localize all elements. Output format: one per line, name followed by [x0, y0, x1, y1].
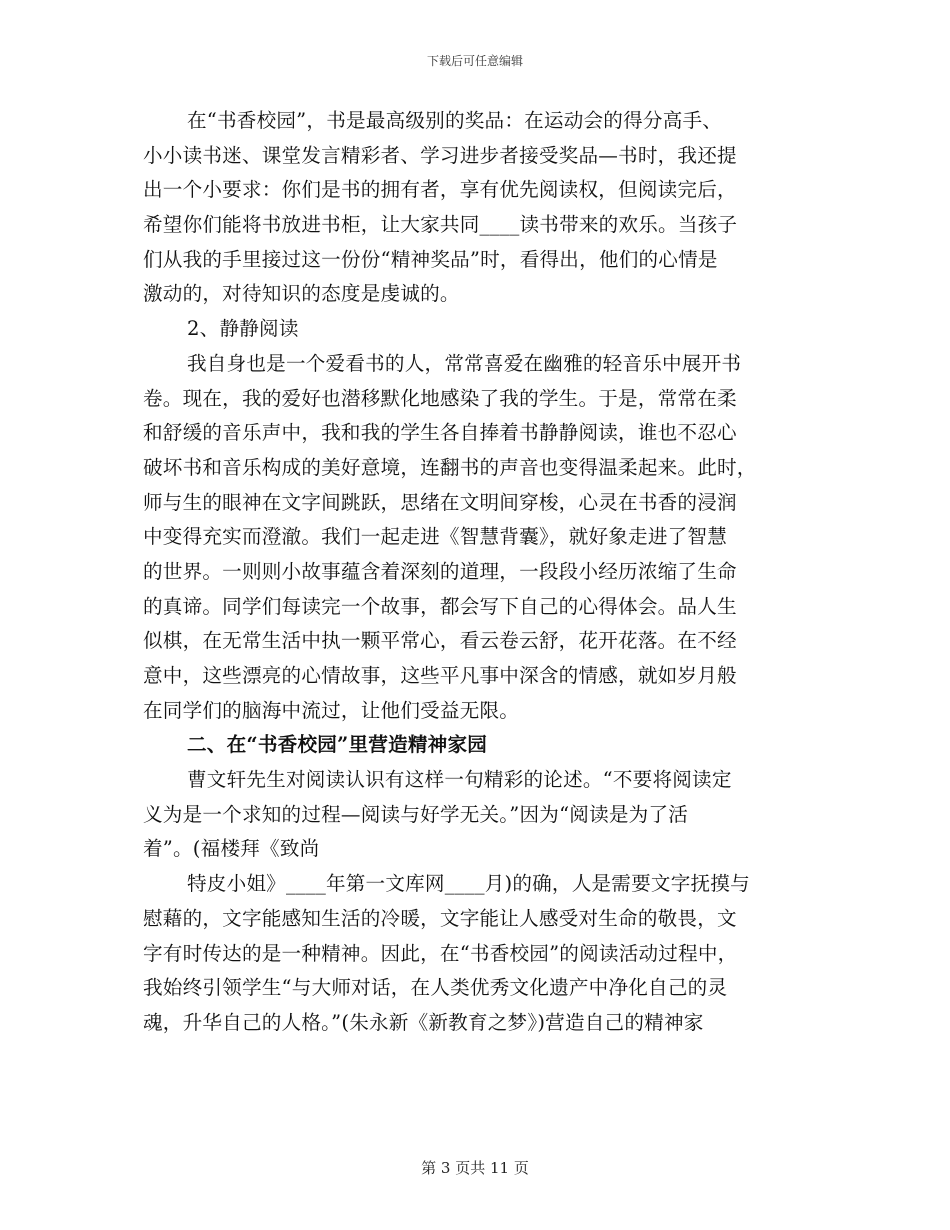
page-header: 下载后可任意编辑 [426, 54, 523, 68]
paragraph-line: 曹文轩先生对阅读认识有这样一句精彩的论述。“不要将阅读定 [187, 768, 732, 792]
paragraph-line: 似棋，在无常生活中执一颗平常心，看云卷云舒，花开花落。在不经 [143, 629, 737, 653]
paragraph-line: 师与生的眼神在文字间跳跃，思绪在文明间穿梭，心灵在书香的浸润 [143, 490, 737, 514]
paragraph-line: 希望你们能将书放进书柜，让大家共同____读书带来的欢乐。当孩子 [143, 213, 738, 237]
paragraph-line: 们从我的手里接过这一份份“精神奖品”时，看得出，他们的心情是 [143, 247, 718, 271]
section-heading: 二、在“书香校园”里营造精神家园 [187, 733, 488, 757]
paragraph-line: 在同学们的脑海中流过，让他们受益无限。 [143, 698, 520, 722]
paragraph-line: 破坏书和音乐构成的美好意境，连翻书的声音也变得温柔起来。此时， [143, 455, 757, 479]
paragraph-line: 中变得充实而澄澈。我们一起走进《智慧背囊》，就好象走进了智慧 [143, 525, 728, 549]
paragraph-line: 的真谛。同学们每读完一个故事，都会写下自己的心得体会。品人生 [143, 594, 737, 618]
paragraph-line: 特皮小姐》____年第一文库网____月)的确，人是需要文字抚摸与 [187, 872, 750, 896]
paragraph-line: 在“书香校园”，书是最高级别的奖品：在运动会的得分高手、 [187, 109, 723, 132]
paragraph-line: 出一个小要求：你们是书的拥有者，享有优先阅读权，但阅读完后， [143, 178, 737, 202]
document-body [143, 104, 805, 1041]
paragraph-line: 意中，这些漂亮的心情故事，这些平凡事中深含的情感，就如岁月般 [143, 664, 737, 687]
paragraph-line: 我始终引领学生“与大师对话，在人类优秀文化遗产中净化自己的灵 [143, 976, 728, 1000]
paragraph-line: 的世界。一则则小故事蕴含着深刻的道理，一段段小经历浓缩了生命 [143, 559, 737, 583]
paragraph-line: 卷。现在，我的爱好也潜移默化地感染了我的学生。于是，常常在柔 [143, 386, 737, 410]
paragraph-line: 着”。(福楼拜《致尚 [143, 837, 320, 861]
paragraph-line: 我自身也是一个爱看书的人，常常喜爱在幽雅的轻音乐中展开书 [187, 351, 742, 375]
paragraph-line: 字有时传达的是一种精神。因此，在“书香校园”的阅读活动过程中， [143, 941, 738, 965]
paragraph-line: 和舒缓的音乐声中，我和我的学生各自捧着书静静阅读，谁也不忍心 [143, 421, 737, 445]
paragraph-line: 小小读书迷、课堂发言精彩者、学习进步者接受奖品—书时，我还提 [143, 143, 737, 167]
paragraph-line: 激动的，对待知识的态度是虔诚的。 [143, 282, 460, 306]
paragraph-line: 义为是一个求知的过程—阅读与好学无关。”因为“阅读是为了活 [143, 802, 689, 826]
paragraph-line: 慰藉的，文字能感知生活的冷暖，文字能让人感受对生命的敬畏，文 [143, 906, 737, 930]
paragraph-line: 魂，升华自己的人格。”(朱永新《新教育之梦》)营造自己的精神家 [143, 1010, 704, 1034]
page-number: 第 3 页共 11 页 [421, 1159, 529, 1177]
section-subheading: 2、静静阅读 [187, 317, 299, 341]
